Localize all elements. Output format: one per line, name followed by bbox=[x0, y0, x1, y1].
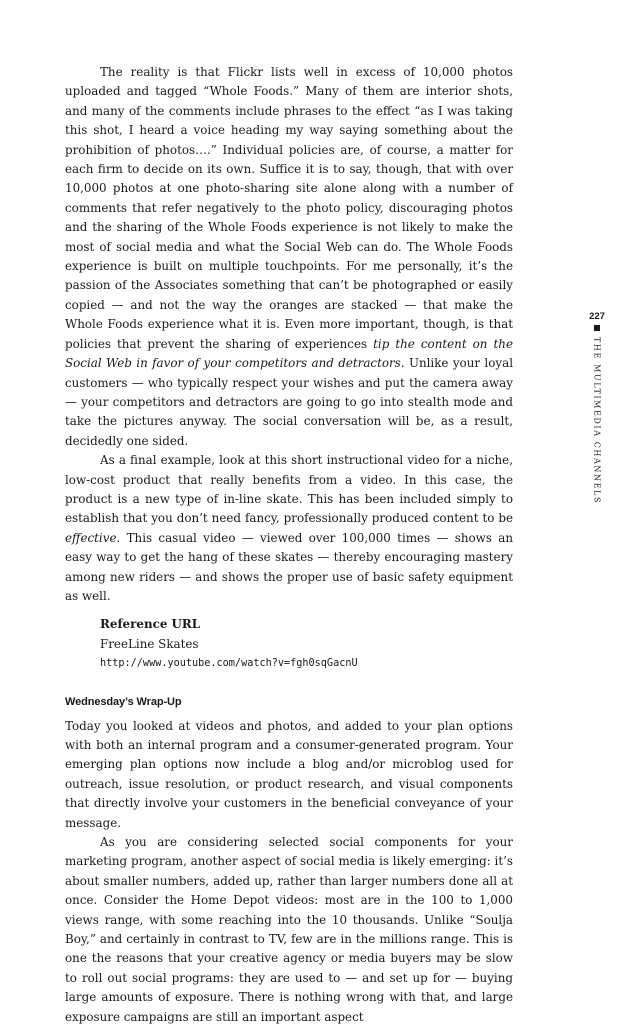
italic-run: tip the content on the Social Web in favor of your competitors and detractors bbox=[65, 336, 513, 371]
page-number: 227 bbox=[589, 311, 605, 322]
section-heading: Wednesday’s Wrap-Up bbox=[65, 695, 182, 708]
paragraph bbox=[65, 451, 513, 606]
square-bullet-icon bbox=[594, 325, 600, 331]
chapter-title: THE MULTIMEDIA CHANNELS bbox=[592, 337, 602, 505]
reference-heading: Reference URL bbox=[100, 617, 201, 632]
page-content bbox=[65, 63, 513, 1027]
reference-url[interactable]: http://www.youtube.com/watch?v=fgh0sqGacnU bbox=[100, 658, 358, 670]
text-run: Today you looked at videos and photos, and added to your plan options with both an internal program and a consumer-generated program. Your emerging plan options now include a blog and/or microblog used for outreach, issue resolution, or product research, and visual components that directly involve your customers in the beneficial conveyance of your message. bbox=[65, 718, 513, 830]
reference-name: FreeLine Skates bbox=[100, 636, 199, 651]
paragraph bbox=[65, 833, 513, 1027]
body-text-upper bbox=[65, 63, 513, 606]
paragraph bbox=[65, 63, 513, 451]
text-run: . Unlike your loyal customers — who typically respect your wishes and put the camera away — your competitors and detractors are going to go into stealth mode and take the pictures anyway. The social conversation will be, as a result, decidedly one sided. bbox=[65, 356, 514, 448]
text-run: The reality is that Flickr lists well in excess of 10,000 photos uploaded and tagged “Whole Foods.” Many of them are interior shots, and many of the comments include phrases to the effect “as I was taking this shot, I heard a voice heading my way saying something about the prohibition of photos….” Individual policies are, of course, a matter for each firm to decide on its own. Suffice it is to say, though, that with over 10,000 photos at one photo-sharing site alone along with a number of comments that refer negatively to the photo policy, discouraging photos and the sharing of the Whole Foods experience is not likely to make the most of social media and what the Social Web can do. The Whole Foods experience is built on multiple touchpoints. For me personally, it’s the passion of the Associates something that can’t be photographed or easily copied — and not the way the oranges are stacked — that make the Whole Foods experience what it is. Even more important, though, is that policies that prevent the sharing of experiences bbox=[65, 65, 513, 351]
chapter-sidebar bbox=[588, 311, 606, 504]
body-text-lower bbox=[65, 717, 513, 1027]
text-run: As a final example, look at this short instructional video for a niche, low-cost product that really benefits from a video. In this case, the product is a new type of in-line skate. This has been included simply to establish that you don’t need fancy, professionally produced content to be bbox=[65, 453, 513, 526]
text-run: . This casual video — viewed over 100,000 times — shows an easy way to get the hang of these skates — thereby encouraging mastery among new riders — and shows the proper use of basic safety equipment as well. bbox=[65, 530, 513, 603]
reference-block bbox=[100, 615, 513, 673]
italic-run: effective bbox=[65, 530, 117, 545]
text-run: As you are considering selected social components for your marketing program, another aspect of social media is likely emerging: it’s about smaller numbers, added up, rather than larger numbers done all at once. Consider the Home Depot videos: most are in the 100 to 1,000 views range, with some reaching into the 10 thousands. Unlike “Soulja Boy,” and certainly in contrast to TV, few are in the millions range. This is one the reasons that your creative agency or media buyers may be slow to roll out social programs: they are used to — and set up for — buying large amounts of exposure. There is nothing wrong with that, and large exposure campaigns are still an important aspect bbox=[65, 835, 513, 1024]
paragraph bbox=[65, 717, 513, 833]
